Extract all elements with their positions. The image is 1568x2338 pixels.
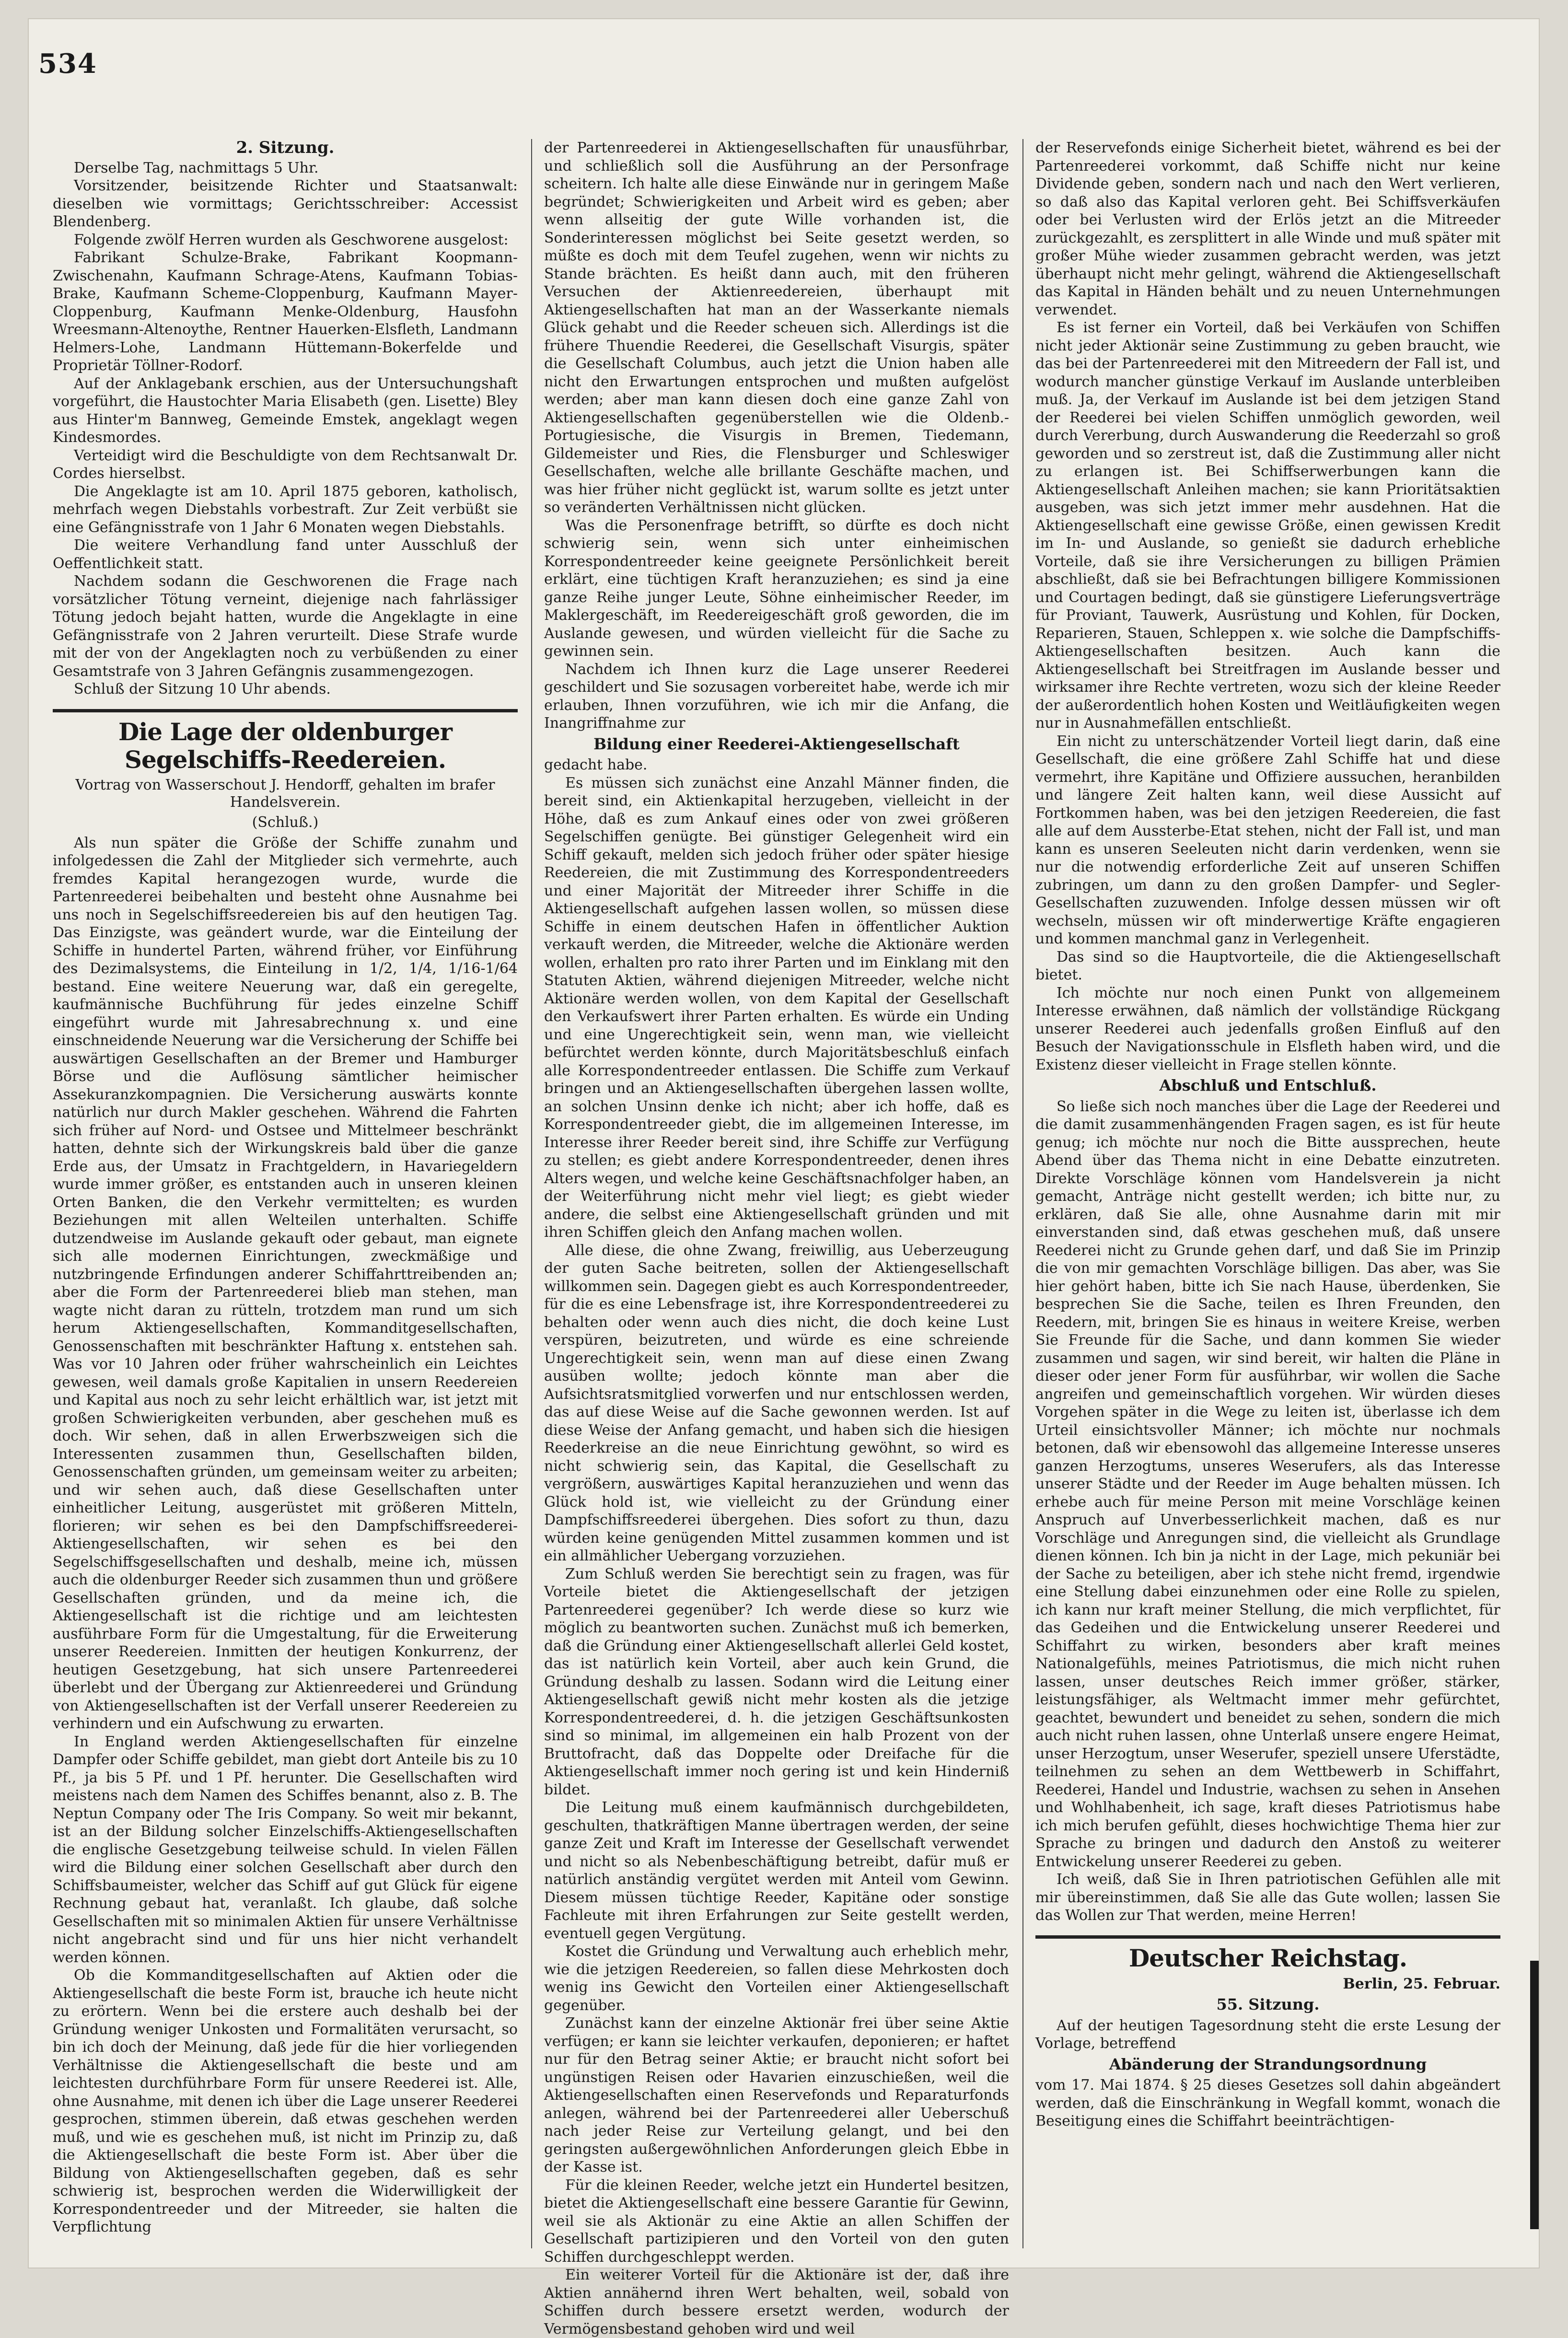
paragraph: Die weitere Verhandlung fand unter Ausschluß der Oeffentlichkeit statt. (53, 537, 518, 572)
article-title: Die Lage der oldenburger Segelschiffs-Reedereien. (118, 717, 453, 774)
dateline: Berlin, 25. Februar. (1343, 1975, 1500, 1992)
paragraph: Ob die Kommanditgesellschaften auf Aktien oder die Aktiengesellschaft die beste Form ist, brauche ich heute nicht zu erörtern. Wenn bei die erstere auch deshalb bei der Gründung weniger Unkosten und Formalitäten verursacht, so bin ich doch der Meinung, daß jede für die hier vorliegenden Verhältnisse die Aktiengesellschaft die beste und am leichtesten durchführbare Form für unsere Reederei ist. Alle, ohne Ausnahme, mit denen ich über die Lage unserer Reederei gesprochen, stimmen überein, daß etwas geschehen werden muß, und wie es geschehen muß, ist nicht im Prinzip zu, daß die Aktiengesellschaft die beste Form ist. Aber über die Bildung von Aktiengesellschaften gegeben, daß es sehr schwierig ist, besprochen werden die Widerwilligkeit der Korrespondentreeder und der Mitreeder, sie halten die Verpflichtung (53, 1967, 518, 2235)
paragraph: Schluß der Sitzung 10 Uhr abends. (74, 681, 331, 698)
column-rule (1022, 139, 1023, 2248)
paragraph: Folgende zwölf Herren wurden als Geschworene ausgelost: (74, 231, 509, 248)
paragraph: Fabrikant Schulze-Brake, Fabrikant Koopmann-Zwischenahn, Kaufmann Schrage-Atens, Kaufmann Tobias-Brake, Kaufmann Scheme-Cloppenburg, Kaufmann Mayer-Cloppenburg, Kaufmann Menke-Oldenburg, Hausfohn Wreesmann-Altenoythe, Rentner Hauerken-Elsfleth, Landmann Helmers-Lohe, Landmann Hüttemann-Bokerfelde und Proprietär Töllner-Rodorf. (53, 249, 518, 374)
paragraph: Alle diese, die ohne Zwang, freiwillig, aus Ueberzeugung der guten Sache beitreten, sollen der Aktiengesellschaft willkommen sein. Dagegen giebt es auch Korrespondentreeder, für die es eine Lebensfrage ist, ihre Korrespondentreederei zu behalten oder wenn auch dies nicht, die doch keine Lust verspüren, beizutreten, und würde es eine schreiende Ungerechtigkeit sein, wenn man auf diese einen Zwang ausüben wollte; jedoch könnte man aber die Aufsichtsratsmitglied vorwerfen und nur entschlossen werden, das auf diese Weise auf die Sache gewonnen werden. Ist auf diese Weise der Anfang gemacht, und haben sich die hiesigen Reederkreise an die neue Einrichtung gewöhnt, so wird es nicht schwierig sein, das Kapital, die Gesellschaft zu vergrößern, auswärtiges Kapital heranzuziehen und wenn das Glück hold ist, wie vielleicht zu der Gründung einer Dampfschiffsreederei übergehen. Dies sofort zu thun, dazu würden keine genügenden Mittel zusammen kommen und ist ein allmählicher Uebergang vorzuziehen. (544, 1242, 1009, 1564)
section-heading: Abschluß und Entschluß. (1159, 1076, 1377, 1094)
paragraph: Nachdem sodann die Geschworenen die Frage nach vorsätzlicher Tötung verneint, diejenige nach fahrlässiger Tötung jedoch bejaht hatten, wurde die Angeklagte in eine Gefängnisstrafe von 2 Jahren verurteilt. Diese Strafe wurde mit der von der Angeklagten noch zu verbüßenden zu einer Gesamtstrafe von 3 Jahren Gefängnis zusammengezogen. (53, 573, 518, 680)
paragraph: Als nun später die Größe der Schiffe zunahm und infolgedessen die Zahl der Mitglieder sich vermehrte, auch fremdes Kapital herangezogen wurde, wurde die Partenreederei beibehalten und besteht ohne Ausnahme bei uns noch in Segelschiffsreedereien bis auf den heutigen Tag. Das Einzigste, was geändert wurde, war die Einteilung der Schiffe in hundertel Parten, während früher, vor Einführung des Dezimalsystems, die Einteilung in 1/2, 1/4, 1/16-1/64 bestand. Eine weitere Neuerung war, daß ein geregelte, kaufmännische Buchführung für jedes einzelne Schiff eingeführt wurde mit Jahresabrechnung x. und eine einschneidende Neuerung war die Versicherung der Schiffe bei auswärtigen Gesellschaften an der Bremer und Hamburger Börse und die Auflösung sämtlicher heimischer Assekuranzkompagnien. Die Versicherung auswärts konnte natürlich nur durch Makler geschehen. Während die Fahrten sich früher auf Nord- und Ostsee und Mittelmeer beschränkt hatten, dehnte sich der Wirkungskreis bald über die ganze Erde aus, der Umsatz in Frachtgeldern, in Havariegeldern wurde immer größer, es entstanden auch in unseren kleinen Orten Banken, die den Verkehr vermittelten; es wurden Beziehungen mit allen Welteilen unterhalten. Schiffe dutzendweise im Auslande gekauft oder gebaut, man eignete sich alle modernen Einrichtungen, zweckmäßige und nutzbringende Erfindungen anderer Schiffahrttreibenden an; aber die Form der Partenreederei blieb man stehen, man wagte nicht daran zu rütteln, trotzdem man rund um sich herum Aktiengesellschaften, Kommanditgesellschaften, Genossenschaften mit beschränkter Haftung x. entstehen sah. Was vor 10 Jahren oder früher wahrscheinlich ein Leichtes gewesen, weil damals große Kapitalien in unsern Reedereien und Kapital aus noch zu sehr leicht erhältlich war, ist jetzt mit großen Schwierigkeiten verbunden, aber geschehen muß es doch. Wir sehen, daß in allen Erwerbszweigen sich die Interessenten zusammen thun, Gesellschaften bilden, Genossenschaften gründen, um gemeinsam weiter zu arbeiten; und wir sehen auch, daß diese Gesellschaften unter einheitlicher Leitung, ausgerüstet mit größeren Mitteln, florieren; wir sehen es bei den Dampfschiffsreederei-Aktiengesellschaften, wir sehen es bei den Segelschiffsgesellschaften und deshalb, meine ich, müssen auch die oldenburger Reeder sich zusammen thun und größere Gesellschaften gründen, und da meine ich, die Aktiengesellschaft ist die richtige und am leichtesten ausführbare Form für die Umgestaltung, für die Erweiterung unserer Reedereien. Inmitten der heutigen Konkurrenz, der heutigen Gesetzgebung, hat sich unsere Partenreederei überlebt und der Übergang zur Aktienreederei und Gründung von Aktiengesellschaften ist der Verfall unserer Reedereien zu verhindern und ein Aufschwung zu erwarten. (53, 834, 518, 1732)
paragraph: Auf der heutigen Tagesordnung steht die erste Lesung der Vorlage, betreffend (1035, 2017, 1500, 2052)
newspaper-page (29, 19, 1539, 2338)
column-1 (53, 139, 518, 2248)
session-number: 55. Sitzung. (1216, 1995, 1320, 2013)
article-continuation: (Schluß.) (252, 814, 319, 831)
paragraph: Die Leitung muß einem kaufmännisch durchgebildeten, geschulten, thatkräftigen Manne übertragen werden, der seine ganze Zeit und Kraft im Interesse der Gesellschaft verwendet und nicht so als Nebenbeschäftigung betreibt, dafür muß er natürlich anständig vergütet werden mit Anteil vom Gewinn. Diesem müssen tüchtige Reeder, Kapitäne oder sonstige Fachleute mit ihren Erfahrungen zur Seite gestellt werden, eventuell gegen Vergütung. (544, 1799, 1009, 1942)
paragraph: gedacht habe. (544, 756, 648, 773)
paragraph: Zum Schluß werden Sie berechtigt sein zu fragen, was für Vorteile bietet die Aktiengesellschaft der jetzigen Partenreederei gegenüber? Ich werde diese so kurz wie möglich zu beantworten suchen. Zunächst muß ich bemerken, daß die Gründung einer Aktiengesellschaft allerlei Geld kostet, das ist natürlich kein Vorteil, aber auch kein Grund, die Gründung deshalb zu lassen. Sodann wird die Leitung einer Aktiengesellschaft gewiß nicht mehr kosten als die jetzige Korrespondentreederei, d. h. die jetzigen Geschäftsunkosten sind so minimal, im allgemeinen ein halb Prozent von der Bruttofracht, daß das Doppelte oder Dreifache für die Aktiengesellschaft immer noch gering ist und kein Hinderniß bildet. (544, 1565, 1009, 1798)
paragraph: Zunächst kann der einzelne Aktionär frei über seine Aktie verfügen; er kann sie leichter verkaufen, deponieren; er haftet nur für den Betrag seiner Aktie; er braucht nicht sofort bei ungünstigen Reisen oder Havarien einzuschießen, weil die Aktiengesellschaften einen Reservefonds und Reparaturfonds anlegen, während bei der Partenreederei aller Ueberschuß nach jeder Reise zur Verteilung gelangt, und bei den geringsten außergewöhnlichen Anforderungen gleich Ebbe in der Kasse ist. (544, 2015, 1009, 2175)
paragraph: Verteidigt wird die Beschuldigte von dem Rechtsanwalt Dr. Cordes hierselbst. (53, 447, 518, 482)
section-divider (53, 709, 518, 712)
paragraph: Ein weiterer Vorteil für die Aktionäre ist der, daß ihre Aktien annähernd ihren Wert behalten, weil, sobald von Schiffen durch bessere ersetzt werden, wodurch der Vermögensbestand gehoben wird und weil (544, 2267, 1009, 2338)
paragraph: Derselbe Tag, nachmittags 5 Uhr. (74, 159, 319, 176)
paragraph: Das sind so die Hauptvorteile, die die Aktiengesellschaft bietet. (1035, 948, 1500, 983)
paragraph: Ein nicht zu unterschätzender Vorteil liegt darin, daß eine Gesellschaft, die eine größere Zahl Schiffe hat und diese vermehrt, ihre Kapitäne und Offiziere aussuchen, heranbilden und längere Zeit halten kann, weil diese Aussicht auf Fortkommen haben, was bei den jetzigen Reedereien, die fast alle auf dem Aussterbe-Etat stehen, nicht der Fall ist, und man kann es unseren Seeleuten nicht darin verdenken, wenn sie nur die notwendig erforderliche Zeit auf unseren Schiffen zubringen, um dann zu den großen Dampfer- und Segler-Gesellschaften zuzuwenden. Infolge dessen müssen wir oft wechseln, müssen wir oft minderwertige Kräfte engagieren und kommen manchmal ganz in Verlegenheit. (1035, 733, 1500, 947)
bill-title: Abänderung der Strandungsordnung (1109, 2055, 1427, 2073)
column-rule (531, 139, 532, 2248)
section-divider (1035, 1935, 1500, 1939)
page-edge-shadow (1530, 1961, 1539, 2229)
paragraph: Vorsitzender, beisitzende Richter und Staatsanwalt: dieselben wie vormittags; Gerichtsschreiber: Accessist Blendenberg. (53, 177, 518, 230)
column-3 (1035, 139, 1500, 2248)
paragraph: Die Angeklagte ist am 10. April 1875 geboren, katholisch, mehrfach wegen Diebstahls vorbestraft. Zur Zeit verbüßt sie eine Gefängnisstrafe von 1 Jahr 6 Monaten wegen Diebstahls. (53, 483, 518, 536)
reichstag-title: Deutscher Reichstag. (1128, 1943, 1407, 1972)
paragraph: Auf der Anklagebank erschien, aus der Untersuchungshaft vorgeführt, die Haustochter Maria Elisabeth (gen. Lisette) Bley aus Hinter'm Bannweg, Gemeinde Emstek, angeklagt wegen Kindesmordes. (53, 375, 518, 446)
paragraph: vom 17. Mai 1874. § 25 dieses Gesetzes soll dahin abgeändert werden, daß die Einschränkung in Wegfall kommt, wonach die Beseitigung eines die Schiffahrt beeinträchtigen- (1035, 2077, 1500, 2129)
page-number: 534 (38, 48, 97, 80)
paragraph: Kostet die Gründung und Verwaltung auch erheblich mehr, wie die jetzigen Reedereien, so fallen diese Mehrkosten doch wenig ins Gewicht den Vorteilen einer Aktiengesellschaft gegenüber. (544, 1943, 1009, 2014)
article-byline: Vortrag von Wasserschout J. Hendorff, gehalten im brafer Handelsverein. (75, 776, 495, 811)
paragraph: Es müssen sich zunächst eine Anzahl Männer finden, die bereit sind, ein Aktienkapital herzugeben, vielleicht in der Höhe, daß es zum Ankauf eines oder von zwei größeren Segelschiffen genügte. Bei günstiger Gelegenheit wird ein Schiff gekauft, melden sich jedoch früher oder später hiesige Reedereien, die mit Zustimmung des Korrespondentreeders und einer Majorität der Mitreeder ihrer Schiffe in die Aktiengesellschaft aufgehen lassen wollen, so müssen diese Schiffe in einem deutschen Hafen in öffentlicher Auktion verkauft werden, die Mitreeder, welche die Aktionäre werden wollen, erhalten pro rato ihrer Parten und im Einklang mit den Statuten Aktien, während diejenigen Mitreeder, welche nicht Aktionäre werden wollen, von dem Kapital der Gesellschaft den Verkaufswert ihrer Parten erhalten. Es würde ein Unding und eine Ungerechtigkeit sein, wenn man, wie vielleicht befürchtet werden könnte, durch Majoritätsbeschluß einfach alle Korrespondentreeder entlassen. Die Schiffe zum Verkauf bringen und an Aktiengesellschaften übergehen lassen wollte, an solchen Unsinn denke ich nicht; aber ich hoffe, daß es Korrespondentreeder giebt, die im allgemeinen Interesse, im Interesse ihrer Reeder bereit sind, ihre Schiffe zur Verfügung zu stellen; es giebt andere Korrespondentreeder, denen ihres Alters wegen, und welche keine Geschäftsnachfolger haben, an der Weiterführung nicht mehr viel liegt; es giebt wieder andere, die selbst eine Aktiengesellschaft gründen und mit ihren Schiffen gleich den Anfang machen wollen. (544, 774, 1009, 1241)
paragraph: der Reservefonds einige Sicherheit bietet, während es bei der Partenreederei vorkommt, daß Schiffe nicht nur keine Dividende geben, sondern nach und nach den Wert verlieren, so daß also das Kapital verloren geht. Bei Schiffsverkäufen oder bei Verlusten wird der Erlös jetzt an die Mitreeder zurückgezahlt, es zersplittert in alle Winde und muß später mit großer Mühe wieder zusammen gebracht werden, was jetzt überhaupt nicht mehr gelingt, während die Aktiengesellschaft das Kapital in Händen behält und zu neuen Unternehmungen verwendet. (1035, 140, 1500, 318)
paragraph: Nachdem ich Ihnen kurz die Lage unserer Reederei geschildert und Sie sozusagen vorbereitet habe, werde ich mir erlauben, Ihnen vorzuführen, wie ich mir die Anfang, die Inangriffnahme zur (544, 661, 1009, 732)
paragraph: In England werden Aktiengesellschaften für einzelne Dampfer oder Schiffe gebildet, man giebt dort Anteile bis zu 10 Pf., ja bis 5 Pf. und 1 Pf. herunter. Die Gesellschaften wird meistens nach dem Namen des Schiffes benannt, also z. B. The Neptun Company oder The Iris Company. So weit mir bekannt, ist an der Bildung solcher Einzelschiffs-Aktiengesellschaften die englische Gesetzgebung teilweise schuld. In vielen Fällen wird die Bildung einer solchen Gesellschaft aber durch den Schiffsbaumeister, welcher das Schiff auf gut Glück für eigene Rechnung gebaut hat, veranlaßt. Ich glaube, daß solche Gesellschaften mit so minimalen Aktien für unsere Verhältnisse nicht angebracht sind und für uns hier nicht verhandelt werden können. (53, 1733, 518, 1966)
paragraph: Ich möchte nur noch einen Punkt von allgemeinem Interesse erwähnen, daß nämlich der vollständige Rückgang unserer Reederei auch jedenfalls großen Einfluß auf den Besuch der Navigationsschule in Elsfleth haben wird, und die Existenz dieser vielleicht in Frage stellen könnte. (1035, 984, 1500, 1073)
paragraph: So ließe sich noch manches über die Lage der Reederei und die damit zusammenhängenden Fragen sagen, es ist für heute genug; ich möchte nur noch die Bitte aussprechen, heute Abend über das Thema nicht in eine Debatte einzutreten. Direkte Vorschläge können vom Handelsverein ja nicht gemacht, Anträge nicht gestellt werden; ich bitte nur, zu erklären, daß Sie alle, ohne Ausnahme darin mit mir einverstanden sind, daß etwas geschehen muß, daß unsere Reederei nicht zu Grunde gehen darf, und daß Sie im Prinzip die von mir gemachten Vorschläge billigen. Das aber, was Sie hier gehört haben, bitte ich Sie nach Hause, überdenken, Sie besprechen Sie die Sache, teilen es Ihren Freunden, den Reedern, mit, bringen Sie es hinaus in weitere Kreise, werben Sie Freunde für die Sache, und dann kommen Sie wieder zusammen und sagen, wir sind bereit, wir halten die Pläne in dieser oder jener Form für ausführbar, wir wollen die Sache angreifen und gemeinschaftlich vorgehen. Wir würden dieses Vorgehen später in die Wege zu leiten ist, überlasse ich dem Urteil einsichtsvoller Männer; ich möchte nur nochmals betonen, daß wir ebensowohl das allgemeine Interesse unseres ganzen Herzogtums, unseres Weserufers, als das Interesse unserer Städte und der Reeder im Auge behalten müssen. Ich erhebe auch für meine Person mit meine Vorschläge keinen Anspruch auf Unverbesserlichkeit machen, daß es nur Vorschläge und Anregungen sind, die vielleicht als Grundlage dienen können. Ich bin ja nicht in der Lage, mich pekuniär bei der Sache zu beteiligen, aber ich stehe nicht fremd, irgendwie eine Stellung dabei einzunehmen oder eine Rolle zu spielen, ich kann nur kraft meiner Stellung, die mich verpflichtet, für das Gedeihen und die Entwickelung unserer Reederei und Schiffahrt zu wirken, besonders aber kraft meines Nationalgefühls, meines Patriotismus, die mich nicht ruhen lassen, unser deutsches Reich immer größer, stärker, leistungsfähiger, als Weltmacht immer mehr gefürchtet, geachtet, bewundert und beneidet zu sehen, sondern die mich auch nicht ruhen lassen, ohne Unterlaß unsere engere Heimat, unser Herzogtum, unser Weserufer, speziell unsere Uferstädte, teilnehmen zu sehen an dem Wettbewerb in Schiffahrt, Reederei, Handel und Industrie, wachsen zu sehen in Ansehen und Wohlhabenheit, ich sage, kraft dieses Patriotismus habe ich mich berufen gefühlt, dieses hochwichtige Thema hier zur Sprache zu bringen und dadurch den Anstoß zu weiterer Entwickelung unserer Reederei zu geben. (1035, 1098, 1500, 1870)
paragraph: Für die kleinen Reeder, welche jetzt ein Hundertel besitzen, bietet die Aktiengesellschaft eine bessere Garantie für Gewinn, weil sie als Aktionär zu eine Aktie an allen Schiffen der Gesellschaft partizipieren und den Vorteil von den guten Schiffen durchgeschleppt werden. (544, 2176, 1009, 2266)
paragraph: Was die Personenfrage betrifft, so dürfte es doch nicht schwierig sein, wenn sich unter einheimischen Korrespondentreeder keine geeignete Persönlichkeit bereit erklärt, eine tüchtigen Kraft heranzuziehen; es sind ja eine ganze Reihe junger Leute, Söhne einheimischer Reeder, im Maklergeschäft, im Reedereigeschäft groß geworden, die im Auslande gewesen, und würden vielleicht für die Sache zu gewinnen sein. (544, 517, 1009, 660)
paragraph: der Partenreederei in Aktiengesellschaften für unausführbar, und schließlich soll die Ausführung an der Personfrage scheitern. Ich halte alle diese Einwände nur in geringem Maße begründet; Schwierigkeiten und Arbeit wird es geben; aber wenn allseitig der gute Wille vorhanden ist, die Sonderinteressen möglichst bei Seite gesetzt werden, so müßte es doch mit dem Teufel zugehen, wenn wir nichts zu Stande brächten. Es heißt dann auch, mit den früheren Versuchen der Aktienreedereien, überhaupt mit Aktiengesellschaften hat man an der Wasserkante niemals Glück gehabt und die Reeder scheuen sich. Allerdings ist die frühere Thuendie Reederei, die Gesellschaft Visurgis, später die Gesellschaft Columbus, auch jetzt die Union haben alle nicht den Erwartungen entsprochen und mußten aufgelöst werden; aber man kann diesen doch eine ganze Zahl von Aktiengesellschaften gegenüberstellen wie die Oldenb.-Portugiesische, die Visurgis in Bremen, Tiedemann, Gildemeister und Ries, die Flensburger und Schleswiger Gesellschaften, welche alle brillante Geschäfte machen, und was hier früher nicht geglückt ist, warum sollte es jetzt unter so veränderten Verhältnissen nicht glücken. (544, 140, 1009, 516)
paragraph: Es ist ferner ein Vorteil, daß bei Verkäufen von Schiffen nicht jeder Aktionär seine Zustimmung zu geben braucht, wie das bei der Partenreederei mit den Mitreedern der Fall ist, und wodurch mancher günstige Verkauf im Auslande unterbleiben muß. Ja, der Verkauf im Auslande ist bei dem jetzigen Stand der Reederei bei vielen Schiffen unmöglich geworden, weil durch Vererbung, durch Auswanderung die Reederzahl so groß geworden und so zerstreut ist, daß die Zustimmung aller nicht zu erlangen ist. Bei Schiffserwerbungen kann die Aktiengesellschaft Anleihen machen; sie kann Prioritätsaktien ausgeben, was sich jetzt immer mehr ausdehnen. Hat die Aktiengesellschaft eine gewisse Größe, einen gewissen Kredit im In- und Auslande, so genießt sie dadurch erhebliche Vorteile, daß sie ihre Versicherungen zu billigen Prämien abschließt, daß sie bei Befrachtungen billigere Kommissionen und Courtagen bedingt, daß sie günstigere Lieferungsverträge für Proviant, Tauwerk, Ausrüstung und Kohlen, für Docken, Reparieren, Stauen, Schleppen x. wie solche die Dampfschiffs-Aktiengesellschaften besitzen. Auch kann die Aktiengesellschaft bei Streitfragen im Auslande besser und wirksamer ihre Rechte vertreten, wozu sich der kleine Reeder der außerordentlich hohen Kosten und Weitläufigkeiten wegen nur in Ausnahmefällen entschließt. (1035, 319, 1500, 732)
paragraph: Ich weiß, daß Sie in Ihren patriotischen Gefühlen alle mit mir übereinstimmen, daß Sie alle das Gute wollen; lassen Sie das Wollen zur That werden, meine Herren! (1035, 1871, 1500, 1924)
section-heading: Bildung einer Reederei-Aktiengesellschaft (593, 734, 960, 753)
column-2 (544, 139, 1009, 2338)
session-title: 2. Sitzung. (236, 138, 335, 157)
